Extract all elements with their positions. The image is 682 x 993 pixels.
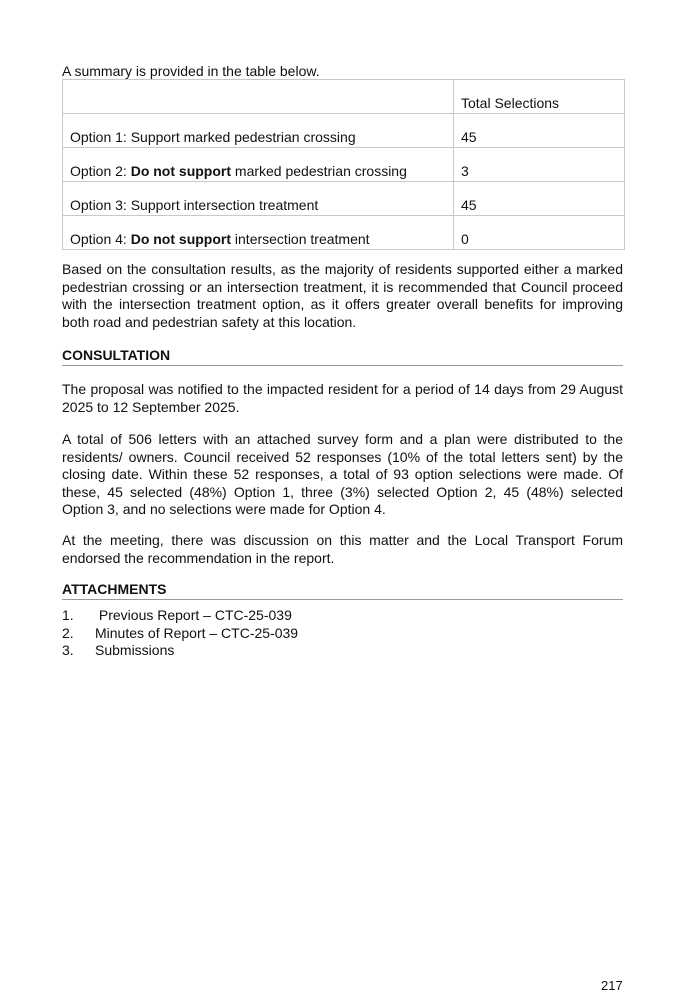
attachments-heading: ATTACHMENTS bbox=[62, 580, 623, 600]
consultation-heading: CONSULTATION bbox=[62, 346, 623, 366]
option-text: Option 1: Support marked pedestrian crossing bbox=[70, 129, 356, 145]
table-row bbox=[63, 114, 625, 148]
table-row bbox=[63, 148, 625, 182]
list-number: 1. bbox=[62, 607, 74, 623]
table-header-option bbox=[63, 80, 454, 114]
option-cell bbox=[63, 148, 454, 182]
attachment-label: Minutes of Report – CTC-25-039 bbox=[95, 624, 299, 641]
selection-count: 45 bbox=[454, 182, 625, 216]
consultation-paragraph-meeting: At the meeting, there was discussion on this matter and the Local Transport Forum endorsed the recommendation in the report. bbox=[62, 532, 623, 566]
option-cell bbox=[63, 216, 454, 250]
consultation-paragraph-responses: A total of 506 letters with an attached survey form and a plan were distributed to the residents/ owners. Council received 52 responses (10% of the total letters sent) by the closing date. Within these 52 responses, a total of 93 option selections were made. Of these, 45 selected (48%) Option 1, three (3%) selected Option 2, 45 (48%) selected Option 3, and no selections were made for Option 4. bbox=[62, 431, 623, 517]
option-text-suffix: marked pedestrian crossing bbox=[231, 163, 407, 179]
table-row bbox=[63, 182, 625, 216]
option-text: Option 4: bbox=[70, 231, 131, 247]
option-cell bbox=[63, 114, 454, 148]
results-paragraph: Based on the consultation results, as the majority of residents supported either a marked pedestrian crossing or an intersection treatment, it is recommended that Council proceed with the intersection treatment option, as it offers greater overall benefits for improving both road and pedestrian safety at this location. bbox=[62, 261, 623, 330]
list-number: 3. bbox=[62, 642, 74, 658]
option-text: Option 3: Support intersection treatment bbox=[70, 197, 319, 213]
option-text: Option 2: bbox=[70, 163, 131, 179]
selection-count: 0 bbox=[454, 216, 625, 250]
summary-table bbox=[62, 79, 625, 250]
table-header-row bbox=[63, 80, 625, 114]
table-intro: A summary is provided in the table below. bbox=[62, 63, 320, 79]
page-number: 217 bbox=[601, 978, 623, 993]
list-item bbox=[62, 607, 298, 625]
list-number: 2. bbox=[62, 624, 74, 641]
list-item bbox=[62, 625, 298, 643]
consultation-paragraph-notification: The proposal was notified to the impacted resident for a period of 14 days from 29 August 2025 to 12 September 2025. bbox=[62, 381, 623, 415]
option-emphasis: Do not support bbox=[130, 163, 232, 179]
table-header-total-selections: Total Selections bbox=[454, 80, 625, 114]
attachment-label: Submissions bbox=[95, 642, 175, 658]
selection-count: 45 bbox=[454, 114, 625, 148]
option-emphasis: Do not support bbox=[130, 231, 232, 247]
option-cell bbox=[63, 182, 454, 216]
option-text-suffix: intersection treatment bbox=[231, 231, 370, 247]
table-row bbox=[63, 216, 625, 250]
attachments-list bbox=[62, 607, 298, 660]
selection-count: 3 bbox=[454, 148, 625, 182]
attachment-label: Previous Report – CTC-25-039 bbox=[95, 607, 292, 623]
list-item bbox=[62, 642, 298, 660]
